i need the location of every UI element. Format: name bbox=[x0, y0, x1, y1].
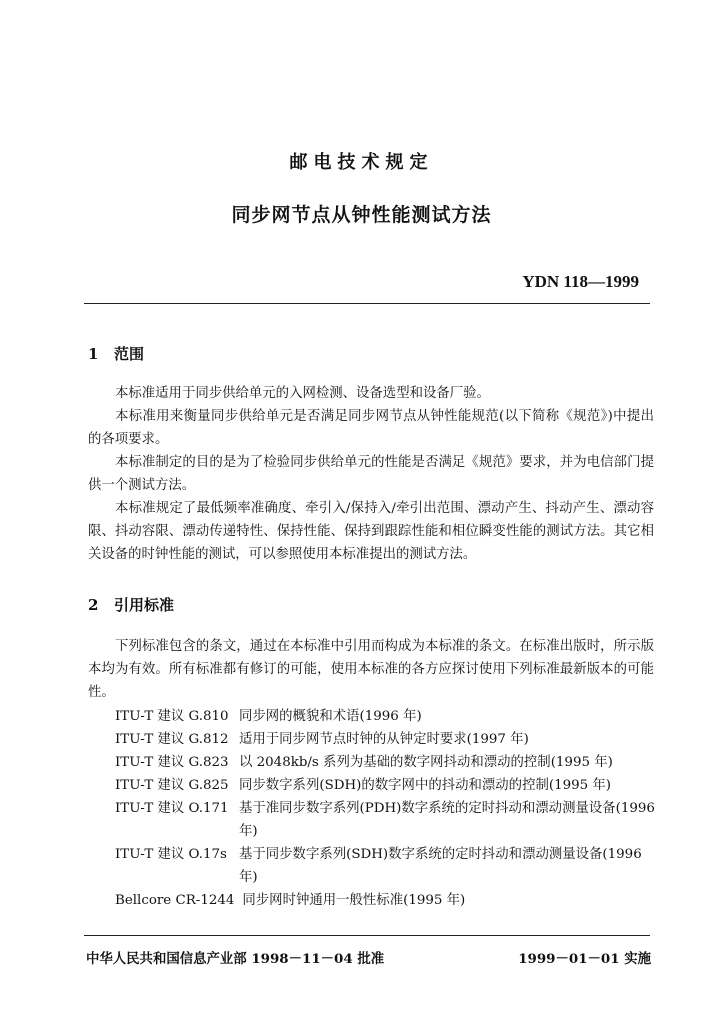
reference-title: 同步网的概貌和术语(1996 年) bbox=[239, 709, 422, 724]
footer-divider bbox=[84, 935, 650, 936]
reference-title: 同步数字系列(SDH)的数字网中的抖动和漂动的控制(1995 年) bbox=[239, 778, 612, 793]
reference-code: ITU-T 建议 O.17s bbox=[115, 847, 227, 862]
reference-item bbox=[115, 751, 660, 774]
reference-item bbox=[115, 774, 660, 797]
reference-item bbox=[115, 843, 660, 889]
paragraph: 本标准适用于同步供给单元的入网检测、设备选型和设备厂验。 bbox=[115, 386, 490, 401]
reference-title: 基于准同步数字系列(PDH)数字系统的定时抖动和漂动测量设备(1996 年) bbox=[239, 801, 655, 839]
reference-item bbox=[115, 889, 660, 912]
section-2-intro bbox=[88, 635, 654, 704]
document-title: 同步网节点从钟性能测试方法 bbox=[231, 204, 492, 226]
effective-date: 1999－01－01 实施 bbox=[518, 951, 651, 967]
section-number: 2 bbox=[88, 596, 99, 614]
section-2-heading bbox=[88, 594, 174, 615]
reference-list bbox=[115, 705, 660, 912]
header-divider bbox=[84, 303, 650, 304]
section-1-heading bbox=[88, 343, 144, 364]
reference-code: ITU-T 建议 G.810 bbox=[115, 709, 229, 724]
paragraph: 本标准用来衡量同步供给单元是否满足同步网节点从钟性能规范(以下简称《规范》)中提出的各项要求。 bbox=[88, 409, 654, 447]
section-number: 1 bbox=[88, 345, 99, 363]
paragraph: 下列标准包含的条文，通过在本标准中引用而构成为本标准的条文。在标准出版时，所示版本均为有效。所有标准都有修订的可能，使用本标准的各方应探讨使用下列标准最新版本的可能性。 bbox=[88, 639, 654, 700]
reference-code: ITU-T 建议 G.825 bbox=[115, 778, 229, 793]
reference-title: 同步网时钟通用一般性标准(1995 年) bbox=[242, 893, 466, 908]
reference-title: 以 2048kb/s 系列为基础的数字网抖动和漂动的控制(1995 年) bbox=[239, 755, 613, 770]
document-category: 邮电技术规定 bbox=[289, 152, 434, 173]
standard-number: YDN 118—1999 bbox=[522, 272, 639, 291]
reference-item bbox=[115, 797, 660, 843]
reference-title: 基于同步数字系列(SDH)数字系统的定时抖动和漂动测量设备(1996 年) bbox=[239, 847, 642, 885]
reference-code: ITU-T 建议 G.823 bbox=[115, 755, 229, 770]
paragraph: 本标准规定了最低频率准确度、牵引入/保持入/牵引出范围、漂动产生、抖动产生、漂动容限、抖动容限、漂动传递特性、保持性能、保持到跟踪性能和相位瞬变性能的测试方法。其它相关设备的时钟性能的测试，可以参照使用本标准提出的测试方法。 bbox=[88, 501, 654, 562]
reference-code: ITU-T 建议 O.171 bbox=[115, 801, 229, 816]
approval-note: 中华人民共和国信息产业部 1998－11－04 批准 bbox=[86, 951, 385, 967]
section-1-body bbox=[88, 382, 654, 566]
section-title: 范围 bbox=[114, 345, 145, 363]
reference-code: Bellcore CR-1244 bbox=[115, 893, 235, 908]
section-title: 引用标准 bbox=[114, 596, 175, 614]
reference-code: ITU-T 建议 G.812 bbox=[115, 732, 229, 747]
reference-item bbox=[115, 705, 660, 728]
reference-title: 适用于同步网节点时钟的从钟定时要求(1997 年) bbox=[239, 732, 529, 747]
reference-item bbox=[115, 728, 660, 751]
paragraph: 本标准制定的目的是为了检验同步供给单元的性能是否满足《规范》要求，并为电信部门提供一个测试方法。 bbox=[88, 455, 654, 493]
